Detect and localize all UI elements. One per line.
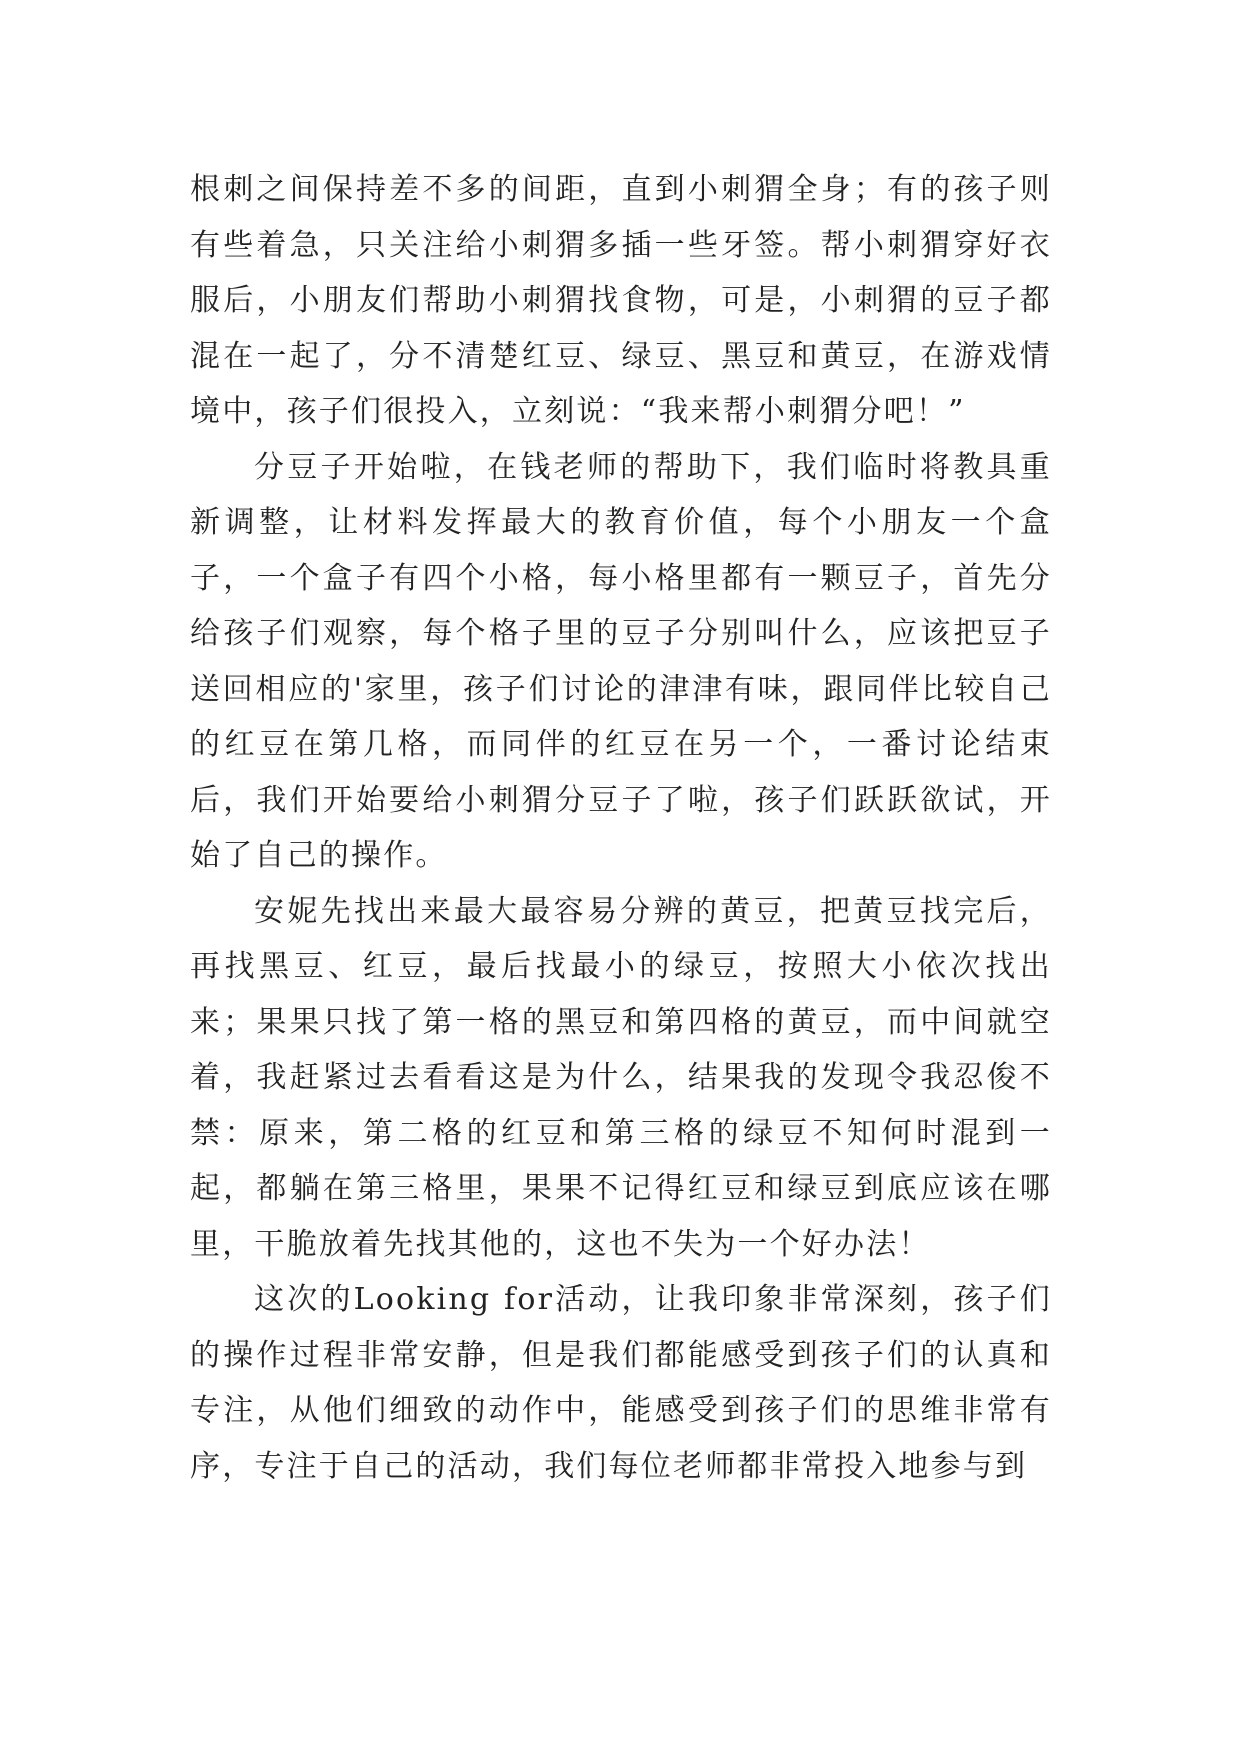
paragraph-4: 这次的Looking for活动，让我印象非常深刻，孩子们的操作过程非常安静，但是我们都能感受到孩子们的认真和专注，从他们细致的动作中，能感受到孩子们的思维非常有序，专注于自己的活动，我们每位老师都非常投入地参与到 <box>190 1282 1052 1484</box>
paragraph-3: 安妮先找出来最大最容易分辨的黄豆，把黄豆找完后，再找黑豆、红豆，最后找最小的绿豆，按照大小依次找出来；果果只找了第一格的黑豆和第四格的黄豆，而中间就空着，我赶紧过去看看这是为什么，结果我的发现令我忍俊不禁：原来，第二格的红豆和第三格的绿豆不知何时混到一起，都躺在第三格里，果果不记得红豆和绿豆到底应该在哪里，干脆放着先找其他的，这也不失为一个好办法！ <box>190 893 1052 1262</box>
document-body <box>190 162 1052 1494</box>
paragraph-2: 分豆子开始啦，在钱老师的帮助下，我们临时将教具重新调整，让材料发挥最大的教育价值，每个小朋友一个盒子，一个盒子有四个小格，每小格里都有一颗豆子，首先分给孩子们观察，每个格子里的豆子分别叫什么，应该把豆子送回相应的'家里，孩子们讨论的津津有味，跟同伴比较自己的红豆在第几格，而同伴的红豆在另一个，一番讨论结束后，我们开始要给小刺猬分豆子了啦，孩子们跃跃欲试，开始了自己的操作。 <box>190 449 1052 873</box>
paragraph-1: 根刺之间保持差不多的间距，直到小刺猬全身；有的孩子则有些着急，只关注给小刺猬多插一些牙签。帮小刺猬穿好衣服后，小朋友们帮助小刺猬找食物，可是，小刺猬的豆子都混在一起了，分不清楚红豆、绿豆、黑豆和黄豆，在游戏情境中，孩子们很投入，立刻说：“我来帮小刺猬分吧！” <box>190 172 1052 429</box>
